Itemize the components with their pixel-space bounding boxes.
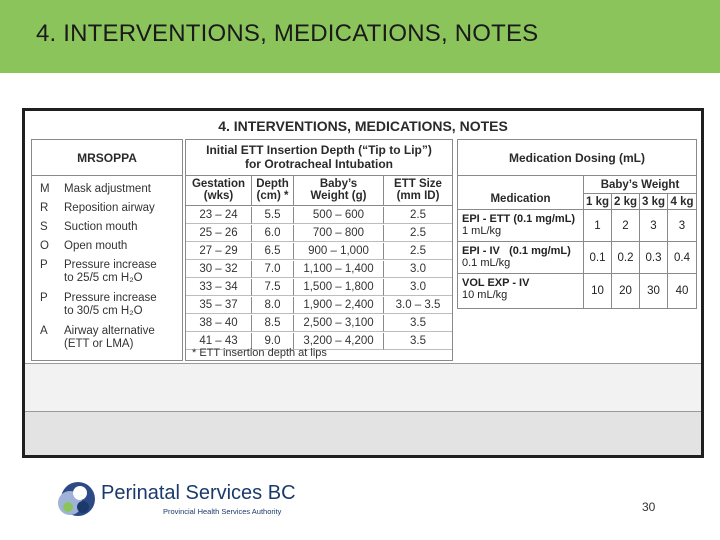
weight-column-header: 4 kg [668,194,696,210]
mrsoppa-letter: O [40,240,49,252]
dose-value: 3 [668,210,696,242]
reference-card [22,108,704,458]
brand-name: Perinatal Services BC [101,482,296,504]
medication-column-header: Medication [458,176,584,210]
dose-value: 10 [584,274,612,308]
mrsoppa-text: Mask adjustment [64,183,151,195]
mrsoppa-item [32,240,182,258]
dose-value: 30 [640,274,668,308]
notes-area-lower [25,411,701,455]
mrsoppa-panel [31,139,183,361]
baby-weight-header: Baby’s Weight [584,176,696,194]
ett-cell: 700 – 800 [294,225,384,242]
brand-subtitle: Provincial Health Services Authority [163,507,282,516]
dose-value: 0.1 [584,242,612,274]
ett-cell: 500 – 600 [294,207,384,224]
medication-row-label: VOL EXP - IV 10 mL/kg [458,274,584,308]
ett-cell: 1,900 – 2,400 [294,297,384,314]
ett-cell: 5.5 [252,207,294,224]
mrsoppa-text: Open mouth [64,240,128,252]
mrsoppa-item [32,292,182,322]
dose-value: 1 [584,210,612,242]
ett-cell: 3.0 [384,261,452,278]
mrsoppa-letter: P [40,292,48,304]
ett-cell: 7.0 [252,261,294,278]
mrsoppa-item [32,259,182,289]
medication-row-label: EPI - IV (0.1 mg/mL) 0.1 mL/kg [458,242,584,274]
medication-row-label: EPI - ETT (0.1 mg/mL) 1 mL/kg [458,210,584,242]
ett-cell: 1,500 – 1,800 [294,279,384,296]
dose-value: 3 [640,210,668,242]
ett-cell: 27 – 29 [186,243,252,260]
dose-value: 2 [612,210,640,242]
ett-column-header: Depth (cm) * [252,176,294,206]
ett-cell: 2.5 [384,207,452,224]
mrsoppa-item [32,183,182,201]
ett-cell: 3.5 [384,333,452,350]
mrsoppa-letter: P [40,259,48,271]
mrsoppa-text: Reposition airway [64,202,155,214]
dose-value: 0.2 [612,242,640,274]
ett-cell: 3,200 – 4,200 [294,333,384,350]
ett-cell: 3.0 [384,279,452,296]
mrsoppa-text: Suction mouth [64,221,138,233]
ett-cell: 6.5 [252,243,294,260]
perinatal-logo-icon [56,479,96,519]
ett-cell: 30 – 32 [186,261,252,278]
mrsoppa-text: Pressure increase to 25/5 cm H₂O [64,259,157,284]
weight-column-header: 2 kg [612,194,640,210]
mrsoppa-letter: R [40,202,49,214]
mrsoppa-item [32,221,182,239]
ett-cell: 2,500 – 3,100 [294,315,384,332]
mrsoppa-item [32,325,182,355]
dose-value: 40 [675,285,689,297]
title-bar [0,0,720,73]
slide-title: 4. INTERVENTIONS, MEDICATIONS, NOTES [36,20,539,47]
ett-cell: 9.0 [252,333,294,350]
dosing-heading: Medication Dosing (mL) [458,140,696,176]
ett-cell: 38 – 40 [186,315,252,332]
ett-cell: 41 – 43 [186,333,252,350]
ett-footnote: * ETT insertion depth at lips [192,347,327,359]
ett-cell: 6.0 [252,225,294,242]
ett-cell: 3.5 [384,315,452,332]
page-number: 30 [642,500,656,514]
ett-cell: 3.0 – 3.5 [384,297,452,314]
ett-column-header: Baby’s Weight (g) [294,176,384,206]
mrsoppa-heading: MRSOPPA [32,140,182,176]
ett-cell: 8.5 [252,315,294,332]
ett-cell: 23 – 24 [186,207,252,224]
mrsoppa-letter: A [40,325,48,337]
ett-heading: Initial ETT Insertion Depth (“Tip to Lip”) for Orotracheal Intubation [186,140,452,176]
mrsoppa-text: Pressure increase to 30/5 cm H₂O [64,292,157,317]
ett-cell: 33 – 34 [186,279,252,296]
mrsoppa-text: Airway alternative (ETT or LMA) [64,325,155,350]
notes-area-upper [25,363,701,411]
ett-column-header: Gestation (wks) [186,176,252,206]
dose-value: 0.3 [640,242,668,274]
ett-cell: 35 – 37 [186,297,252,314]
dose-value: 0.4 [668,242,696,274]
weight-column-header: 1 kg [584,194,612,210]
weight-column-header: 3 kg [640,194,668,210]
dose-value: 20 [612,274,640,308]
ett-cell: 1,100 – 1,400 [294,261,384,278]
medication-dosing-panel [457,139,697,309]
mrsoppa-letter: M [40,183,50,195]
ett-column-header: ETT Size (mm ID) [384,176,452,206]
ett-cell: 7.5 [252,279,294,296]
ett-cell: 25 – 26 [186,225,252,242]
mrsoppa-item [32,202,182,220]
ett-cell: 2.5 [384,243,452,260]
ett-cell: 900 – 1,000 [294,243,384,260]
ett-cell: 8.0 [252,297,294,314]
card-title: 4. INTERVENTIONS, MEDICATIONS, NOTES [218,118,508,134]
mrsoppa-letter: S [40,221,48,233]
ett-depth-panel [185,139,453,361]
ett-cell: 2.5 [384,225,452,242]
